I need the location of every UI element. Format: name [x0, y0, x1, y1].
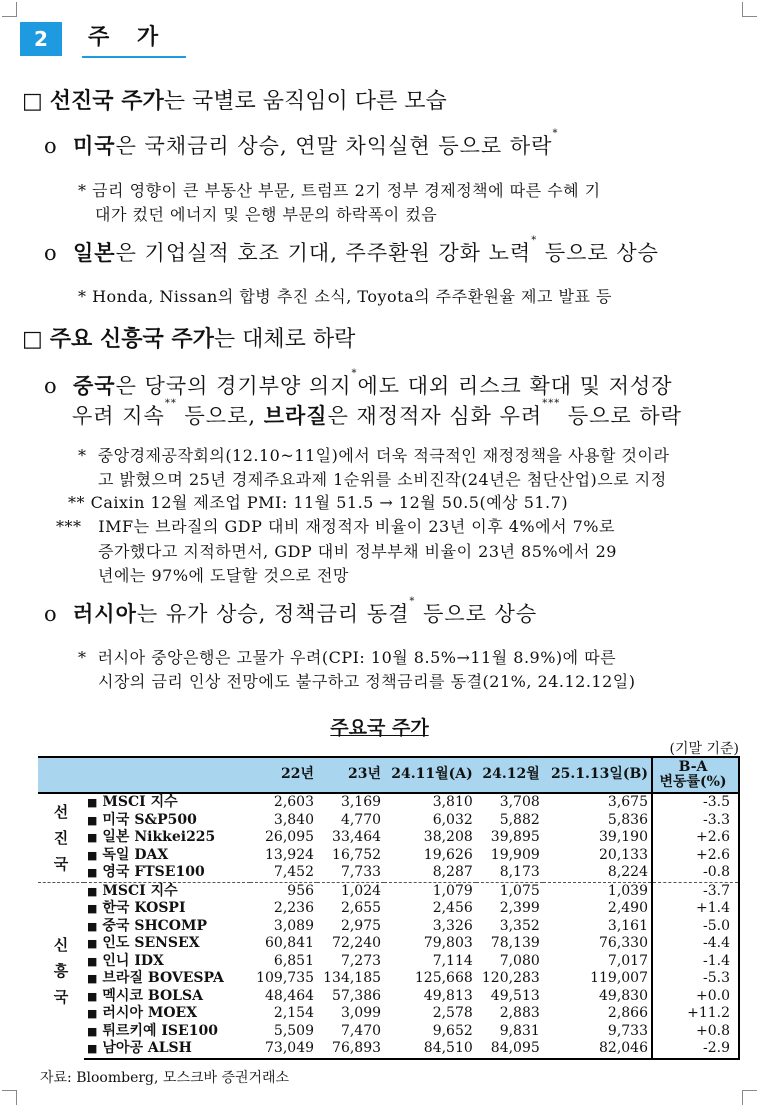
item-cn-text: 은 당국의 경기부양 의지 — [115, 374, 352, 398]
table-row — [38, 1023, 739, 1041]
square-bullet-icon: ■ — [87, 919, 98, 933]
section-title: 주 가 — [88, 25, 169, 50]
table-row — [38, 988, 739, 1006]
table-source: 자료: Bloomberg, 모스크바 증권거래소 — [40, 1070, 290, 1086]
table-row — [38, 847, 739, 865]
table-row — [38, 812, 739, 830]
group-label-char: 선 — [53, 802, 69, 821]
index-name — [84, 953, 250, 971]
section-underline — [82, 56, 186, 58]
group-label-char: 흥 — [53, 961, 69, 980]
index-value: 109,735 — [256, 970, 315, 986]
index-name-text: 브라질 BOVESPA — [102, 970, 224, 986]
change-rate: -2.9 — [652, 1040, 739, 1059]
index-value: 19,626 — [423, 846, 473, 863]
index-value: 79,803 — [423, 935, 473, 951]
index-value: 3,810 — [432, 794, 473, 810]
index-value: 49,513 — [490, 987, 540, 1004]
index-name-text: MSCI 지수 — [102, 794, 178, 810]
index-name-text: 인니 IDX — [102, 952, 164, 969]
note-ru-line1: 러시아 중앙은행은 고물가 우려(CPI: 10월 8.5%→11월 8.9%)에 따른 — [97, 648, 617, 667]
section-header — [20, 18, 170, 58]
index-name — [84, 918, 250, 936]
footnote-mark: * — [78, 446, 87, 465]
index-value: 120,283 — [481, 970, 540, 986]
circle-bullet: o — [44, 602, 58, 626]
group-label-char: 진 — [53, 828, 69, 847]
index-value: 49,813 — [423, 987, 473, 1004]
note-cn-2-text: Caixin 12월 제조업 PMI: 11월 51.5 → 12월 50.5(예상 51.7) — [90, 493, 569, 512]
table-unit-note: (기말 기준) — [669, 741, 739, 757]
item-jp-text: 은 기업실적 호조 기대, 주주환원 강화 노력 — [115, 241, 532, 265]
change-rate: +0.8 — [652, 1023, 739, 1041]
footnote-mark: * — [351, 368, 358, 379]
index-name-text: 튀르키예 ISE100 — [102, 1022, 218, 1039]
index-name-text: 인도 SENSEX — [102, 935, 200, 951]
index-value: 2,456 — [432, 900, 473, 916]
change-rate: -1.4 — [652, 953, 739, 971]
index-value: 5,882 — [499, 811, 540, 828]
note-ru — [78, 645, 616, 668]
index-value: 2,490 — [607, 900, 648, 916]
header-group — [38, 757, 84, 793]
table-row — [38, 918, 739, 936]
index-value: 3,089 — [273, 917, 315, 934]
group-label — [38, 793, 84, 882]
item-us-text: 은 국채금리 상승, 연말 차익실현 등으로 하락 — [115, 134, 553, 158]
index-value: 5,836 — [607, 811, 648, 828]
index-value: 26,095 — [265, 829, 315, 845]
square-bullet: □ — [22, 89, 43, 114]
index-name-text: MSCI 지수 — [102, 882, 178, 899]
index-value: 39,190 — [599, 829, 648, 845]
note-jp: * Honda, Nissan의 합병 추진 소식, Toyota의 주주환원율 제고 발표 등 — [78, 287, 612, 306]
change-rate: +2.6 — [652, 829, 739, 847]
footnote-mark: * — [409, 596, 416, 607]
index-value: 38,208 — [423, 829, 473, 845]
index-value: 72,240 — [332, 935, 382, 951]
item-cn-text4: 등으로, — [176, 404, 264, 428]
index-value: 125,668 — [414, 970, 473, 986]
header-change-l2: 변동률(%) — [659, 774, 727, 790]
index-value: 3,169 — [340, 794, 382, 810]
group-label-char: 국 — [53, 987, 69, 1006]
header-col: 24.12월 — [476, 757, 543, 793]
footnote-mark: * — [552, 128, 559, 139]
item-br-text: 은 재정적자 심화 우려 — [327, 404, 543, 428]
change-rate: -5.0 — [652, 918, 739, 936]
heading-text: 는 국별로 움직임이 다른 모습 — [163, 89, 447, 114]
index-value: 76,330 — [599, 935, 648, 951]
square-bullet-icon: ■ — [87, 1042, 98, 1055]
item-jp-text-end: 등으로 상승 — [537, 241, 659, 265]
index-value: 119,007 — [590, 970, 648, 986]
square-bullet: □ — [22, 327, 43, 352]
item-cn-text3: 우려 지속 — [72, 404, 165, 428]
header-col: 24.11월(A) — [384, 757, 476, 793]
table-row — [38, 970, 739, 988]
index-value: 33,464 — [332, 829, 382, 845]
note-us-line2: 대가 컸던 에너지 및 은행 부문의 하락폭이 컸음 — [95, 205, 438, 224]
item-jp — [44, 237, 659, 267]
table-row — [38, 829, 739, 847]
square-bullet-icon: ■ — [87, 902, 98, 915]
index-value: 60,841 — [265, 935, 315, 951]
index-value: 1,079 — [384, 882, 476, 900]
circle-bullet: o — [44, 374, 58, 398]
index-value: 2,866 — [607, 1005, 648, 1021]
index-value: 3,161 — [607, 917, 648, 934]
index-value: 20,133 — [599, 846, 648, 863]
item-ru — [44, 598, 537, 628]
item-br-text2: 등으로 하락 — [560, 404, 682, 428]
index-name-text: 영국 FTSE100 — [102, 864, 205, 880]
index-name — [84, 829, 250, 847]
index-value: 8,173 — [499, 864, 540, 880]
table-row — [38, 1040, 739, 1059]
index-value: 78,139 — [490, 935, 540, 951]
change-rate: -5.3 — [652, 970, 739, 988]
change-rate: +11.2 — [652, 1005, 739, 1023]
index-name-text: 멕시코 BOLSA — [102, 987, 203, 1004]
index-value: 73,049 — [250, 1040, 317, 1059]
table-row — [38, 1005, 739, 1023]
index-name — [84, 882, 250, 900]
circle-bullet: o — [44, 134, 58, 158]
footnote-mark: * — [531, 235, 538, 246]
item-cn-line1 — [44, 370, 673, 400]
index-name — [84, 812, 250, 830]
item-ru-text2: 등으로 상승 — [415, 602, 538, 626]
item-cn-text2: 에도 대외 리스크 확대 및 저성장 — [357, 374, 673, 398]
square-bullet-icon: ■ — [87, 831, 98, 844]
table-title — [0, 713, 759, 740]
header-col: 25.1.13일(B) — [543, 757, 652, 793]
index-name — [84, 847, 250, 865]
index-name-text: 미국 S&P500 — [102, 811, 197, 828]
note-cn-2 — [68, 490, 568, 513]
corner-mark — [2, 2, 17, 17]
index-value: 1,075 — [476, 882, 543, 900]
note-cn-1-line1: 중앙경제공작회의(12.10~11일)에서 더욱 적극적인 재정정책을 사용할 것이라 — [97, 446, 670, 465]
index-name — [84, 1005, 250, 1023]
table-title-text: 주요국 주가 — [330, 717, 429, 739]
index-value: 8,224 — [607, 864, 648, 880]
group-label — [38, 882, 84, 1059]
change-rate: -3.3 — [652, 812, 739, 830]
table-row — [38, 953, 739, 971]
item-jp-bold: 일본 — [73, 240, 116, 265]
index-value: 57,386 — [332, 987, 382, 1004]
index-name — [84, 1040, 250, 1059]
index-value: 2,883 — [499, 1005, 540, 1021]
note-us-line1: * 금리 영향이 큰 부동산 부문, 트럼프 2기 정부 경제정책에 따른 수혜 기 — [78, 181, 601, 200]
index-name-text: 중국 SHCOMP — [102, 917, 208, 934]
footnote-mark: ** — [68, 493, 85, 512]
note-cn-1 — [78, 443, 669, 466]
change-rate: -3.7 — [652, 882, 739, 900]
note-cn-1-line2: 고 밝혔으며 25년 경제주요과제 1순위를 소비진작(24년은 첨단산업)으로 지정 — [98, 470, 667, 489]
index-name — [84, 1023, 250, 1041]
table-row — [38, 864, 739, 882]
change-rate: +2.6 — [652, 847, 739, 865]
index-value: 7,452 — [273, 864, 315, 880]
square-bullet-icon: ■ — [87, 848, 98, 862]
index-value: 5,509 — [273, 1022, 315, 1039]
square-bullet-icon: ■ — [87, 954, 98, 968]
footnote-mark: *** — [56, 517, 82, 536]
header-col: 23년 — [317, 757, 384, 793]
square-bullet-icon: ■ — [87, 937, 98, 950]
square-bullet-icon: ■ — [87, 796, 98, 809]
index-value: 7,114 — [432, 952, 473, 969]
header-change — [652, 757, 739, 793]
stock-index-table — [38, 756, 740, 1060]
index-value: 4,770 — [340, 811, 382, 828]
item-cn-line2 — [72, 400, 682, 430]
index-value: 3,326 — [432, 917, 473, 934]
index-value: 76,893 — [317, 1040, 384, 1059]
table-row — [38, 882, 739, 900]
group-label-char: 국 — [53, 854, 69, 873]
circle-bullet: o — [44, 241, 58, 265]
index-value: 7,470 — [340, 1022, 382, 1039]
index-value: 1,039 — [543, 882, 652, 900]
note-br-line1: IMF는 브라질의 GDP 대비 재정적자 비율이 23년 이후 4%에서 7%로 — [98, 517, 615, 536]
note-ru-line2: 시장의 금리 인상 전망에도 불구하고 정책금리를 동결(21%, 24.12.12일) — [98, 672, 636, 691]
heading-bold: 주요 신흥국 주가 — [49, 326, 214, 352]
square-bullet-icon: ■ — [87, 989, 98, 1003]
change-rate: -0.8 — [652, 864, 739, 882]
square-bullet-icon: ■ — [87, 813, 98, 827]
index-value: 84,510 — [384, 1040, 476, 1059]
index-value: 3,840 — [273, 811, 315, 828]
index-value: 48,464 — [265, 987, 315, 1004]
index-value: 2,399 — [499, 900, 540, 916]
index-name — [84, 935, 250, 953]
square-bullet-icon: ■ — [87, 884, 98, 898]
corner-mark — [742, 1090, 757, 1105]
index-name — [84, 988, 250, 1006]
index-value: 7,017 — [607, 952, 648, 969]
item-br-bold: 브라질 — [263, 403, 328, 428]
change-rate: +0.0 — [652, 988, 739, 1006]
index-value: 13,924 — [265, 846, 315, 863]
footnote-mark: *** — [542, 398, 561, 409]
index-value: 7,733 — [340, 864, 382, 880]
index-value: 7,080 — [499, 952, 540, 969]
change-rate: -3.5 — [652, 793, 739, 812]
index-value: 19,909 — [490, 846, 540, 863]
index-value: 2,236 — [273, 900, 315, 916]
item-us-bold: 미국 — [73, 133, 116, 158]
index-value: 2,154 — [273, 1005, 315, 1021]
footnote-mark: ** — [164, 398, 177, 409]
index-name-text: 한국 KOSPI — [102, 900, 186, 916]
index-value: 6,032 — [432, 811, 473, 828]
index-value: 9,652 — [432, 1022, 473, 1039]
table-row — [38, 935, 739, 953]
index-name-text: 독일 DAX — [102, 846, 169, 863]
heading-emerging — [22, 322, 355, 353]
index-value: 3,675 — [607, 794, 648, 810]
index-name — [84, 900, 250, 918]
square-bullet-icon: ■ — [87, 866, 98, 879]
corner-mark — [742, 2, 757, 17]
index-value: 6,851 — [273, 952, 315, 969]
index-name — [84, 864, 250, 882]
index-value: 82,046 — [543, 1040, 652, 1059]
index-value: 9,831 — [499, 1022, 540, 1039]
index-name — [84, 970, 250, 988]
index-name-text: 러시아 MOEX — [102, 1005, 198, 1021]
square-bullet-icon: ■ — [87, 972, 98, 985]
square-bullet-icon: ■ — [87, 1007, 98, 1020]
index-value: 134,185 — [323, 970, 382, 986]
item-us — [44, 130, 558, 160]
index-name — [84, 793, 250, 812]
index-value: 3,099 — [340, 1005, 382, 1021]
table-row — [38, 793, 739, 812]
index-value: 2,655 — [340, 900, 382, 916]
group-label-char: 신 — [53, 935, 69, 954]
note-br-line3: 년에는 97%에 도달할 것으로 전망 — [98, 566, 349, 585]
table-body — [38, 793, 739, 1059]
heading-advanced — [22, 84, 447, 115]
change-rate: +1.4 — [652, 900, 739, 918]
index-value: 2,603 — [273, 794, 315, 810]
index-value: 956 — [250, 882, 317, 900]
item-ru-bold: 러시아 — [73, 601, 137, 626]
heading-bold: 선진국 주가 — [49, 88, 164, 114]
index-value: 3,352 — [499, 917, 540, 934]
index-value: 16,752 — [332, 846, 382, 863]
header-name — [84, 757, 250, 793]
index-value: 49,830 — [599, 987, 648, 1004]
heading-text: 는 대체로 하락 — [213, 327, 356, 352]
table-row — [38, 900, 739, 918]
table-header-row — [38, 757, 739, 793]
corner-mark — [2, 1090, 17, 1105]
index-name-text: 일본 Nikkei225 — [102, 829, 216, 845]
item-cn-bold: 중국 — [73, 373, 116, 398]
index-value: 2,975 — [340, 917, 382, 934]
square-bullet-icon: ■ — [87, 1024, 98, 1038]
index-value: 84,095 — [476, 1040, 543, 1059]
footnote-mark: * — [78, 648, 87, 667]
index-value: 2,578 — [432, 1005, 473, 1021]
note-br — [56, 514, 615, 537]
index-value: 7,273 — [340, 952, 382, 969]
index-value: 3,708 — [499, 794, 540, 810]
index-value: 9,733 — [607, 1022, 648, 1039]
item-ru-text: 는 유가 상승, 정책금리 동결 — [136, 602, 410, 626]
index-value: 39,895 — [490, 829, 540, 845]
header-col: 22년 — [250, 757, 317, 793]
change-rate: -4.4 — [652, 935, 739, 953]
index-value: 8,287 — [432, 864, 473, 880]
index-value: 1,024 — [317, 882, 384, 900]
section-number: 2 — [20, 22, 62, 56]
header-change-l1: B-A — [678, 759, 708, 775]
note-br-line2: 증가했다고 지적하면서, GDP 대비 정부부채 비율이 23년 85%에서 29 — [98, 542, 617, 561]
index-name-text: 남아공 ALSH — [102, 1040, 192, 1056]
